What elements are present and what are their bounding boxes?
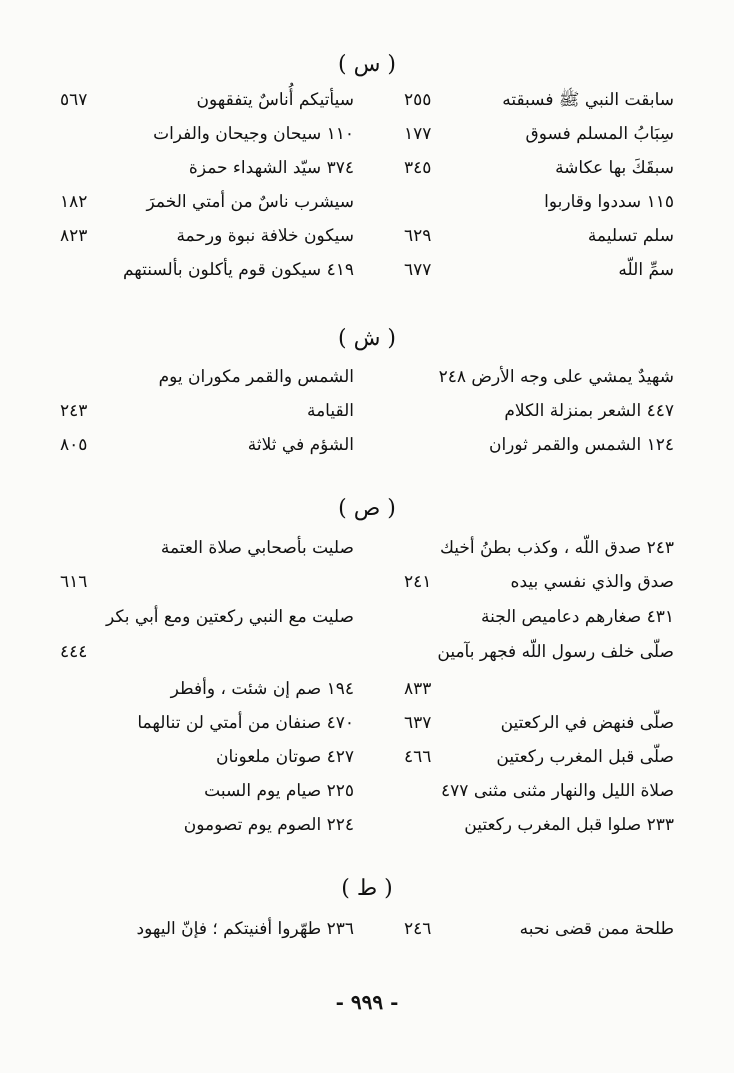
- index-row: [0, 808, 734, 842]
- index-row: [0, 912, 734, 946]
- entry-text: ٤٢٧ صوتان ملعونان: [216, 747, 354, 767]
- index-row: [0, 565, 734, 599]
- entry-page: ٨٣٣: [404, 679, 432, 699]
- entry-text: ٤٤٧ الشعر بمنزلة الكلام: [504, 401, 674, 421]
- entry-text: ٤٣١ صغارهم دعاميص الجنة: [481, 607, 674, 627]
- index-row: [0, 185, 734, 219]
- entry-text: سابقت النبي ﷺ فسبقته: [502, 90, 674, 110]
- entry-page: ٣٤٥: [404, 158, 432, 178]
- entry-page: ٦٧٧: [404, 260, 432, 280]
- entry-text: سبقَكَ بها عكاشة: [555, 158, 674, 178]
- index-row: [0, 253, 734, 287]
- entry-page: [404, 428, 454, 462]
- section-heading-sheen: ( ش ): [337, 326, 396, 351]
- entry-page: [404, 394, 454, 428]
- entry-text: شهيدٌ يمشي على وجه الأرض ٢٤٨: [438, 367, 674, 387]
- entry-page: ٢٤٦: [404, 919, 432, 939]
- entry-page: ٤٦٦: [404, 747, 432, 767]
- index-row: [0, 219, 734, 253]
- entry-text: الشؤم في ثلاثة: [247, 435, 354, 455]
- section-heading-taa: ( ط ): [341, 876, 393, 901]
- entry-text: سيأتيكم أُناسٌ يتفقهون: [196, 90, 354, 110]
- entry-text: ٢٢٤ الصوم يوم تصومون: [183, 815, 354, 835]
- entry-text: ٢٢٥ صيام يوم السبت: [204, 781, 354, 801]
- index-row: [0, 151, 734, 185]
- entry-page: [60, 808, 120, 842]
- entry-page: [60, 600, 120, 634]
- entry-page: ٦٢٩: [404, 226, 432, 246]
- entry-page: [60, 151, 120, 185]
- entry-page: [60, 531, 120, 565]
- entry-text: صدق والذي نفسي بيده: [510, 572, 674, 592]
- entry-page: ٦١٦: [60, 572, 88, 592]
- section-heading-saad: ( ص ): [338, 496, 396, 521]
- index-row: [0, 706, 734, 740]
- entry-text: ٢٣٣ صلوا قبل المغرب ركعتين: [464, 815, 674, 835]
- entry-page: [404, 185, 454, 219]
- entry-page: [404, 635, 454, 669]
- entry-text: ١٩٤ صم إن شئت ، وأفطر: [170, 679, 354, 699]
- entry-text: سيشرب ناسٌ من أمتي الخمرَ: [146, 192, 354, 212]
- entry-text: ٢٣٦ طهّروا أفنيتكم ؛ فإنّ اليهود: [136, 919, 354, 939]
- entry-page: [404, 600, 454, 634]
- entry-page: [60, 360, 120, 394]
- entry-text: ٤١٩ سيكون قوم يأكلون بألسنتهم: [122, 260, 354, 280]
- entry-text: ٤٧٠ صنفان من أمتي لن تنالهما: [137, 713, 354, 733]
- entry-text: صلّى قبل المغرب ركعتين: [496, 747, 674, 767]
- entry-page: ٥٦٧: [60, 90, 88, 110]
- entry-text: سِبَابُ المسلم فسوق: [525, 124, 674, 144]
- index-row: [0, 83, 734, 117]
- entry-text: صلّى خلف رسول اللّه فجهر بآمين: [437, 642, 674, 662]
- entry-page: [60, 706, 120, 740]
- entry-page: ٢٤٣: [60, 401, 88, 421]
- index-row: [0, 117, 734, 151]
- index-row: [0, 394, 734, 428]
- entry-text: ٣٧٤ سيّد الشهداء حمزة: [188, 158, 354, 178]
- index-row: [0, 774, 734, 808]
- entry-text: طلحة ممن قضى نحبه: [519, 919, 674, 939]
- section-heading-seen: ( س ): [337, 52, 396, 77]
- index-row: [0, 531, 734, 565]
- entry-page: [404, 774, 454, 808]
- entry-page: ٢٤١: [404, 572, 432, 592]
- entry-page: ٢٥٥: [404, 90, 432, 110]
- entry-text: صلّى فنهض في الركعتين: [500, 713, 674, 733]
- entry-page: ١٧٧: [404, 124, 432, 144]
- entry-page: [404, 531, 454, 565]
- entry-page: ١٨٢: [60, 192, 88, 212]
- entry-text: صليت مع النبي ركعتين ومع أبي بكر: [106, 607, 354, 627]
- entry-page: [60, 740, 120, 774]
- entry-text: سلم تسليمة: [587, 226, 674, 246]
- entry-text: ٢٤٣ صدق اللّه ، وكذب بطنُ أخيك: [439, 538, 674, 558]
- entry-text: ١١٠ سيحان وجيحان والفرات: [153, 124, 354, 144]
- entry-page: ٨٢٣: [60, 226, 88, 246]
- index-row: [0, 635, 734, 669]
- entry-text: الشمس والقمر مكوران يوم: [158, 367, 354, 387]
- entry-page: ٤٤٤: [60, 642, 88, 662]
- entry-page: [404, 360, 454, 394]
- entry-page: ٦٣٧: [404, 713, 432, 733]
- entry-text: صلاة الليل والنهار مثنى مثنى ٤٧٧: [441, 781, 674, 801]
- entry-text: سيكون خلافة نبوة ورحمة: [176, 226, 354, 246]
- entry-text: ١١٥ سددوا وقاربوا: [544, 192, 674, 212]
- entry-page: [60, 117, 120, 151]
- entry-page: [60, 672, 120, 706]
- entry-page: [60, 912, 120, 946]
- entry-text: صليت بأصحابي صلاة العتمة: [160, 538, 354, 558]
- entry-page: [60, 774, 120, 808]
- entry-text: سمِّ اللّه: [618, 260, 674, 280]
- entry-page: [404, 808, 454, 842]
- index-row: [0, 600, 734, 634]
- index-row: [0, 672, 734, 706]
- entry-page: [60, 253, 120, 287]
- entry-page: ٨٠٥: [60, 435, 88, 455]
- entry-text: القيامة: [306, 401, 354, 421]
- index-row: [0, 360, 734, 394]
- index-row: [0, 740, 734, 774]
- entry-text: ١٢٤ الشمس والقمر ثوران: [488, 435, 674, 455]
- index-row: [0, 428, 734, 462]
- page-number: - ٩٩٩ -: [335, 990, 399, 1014]
